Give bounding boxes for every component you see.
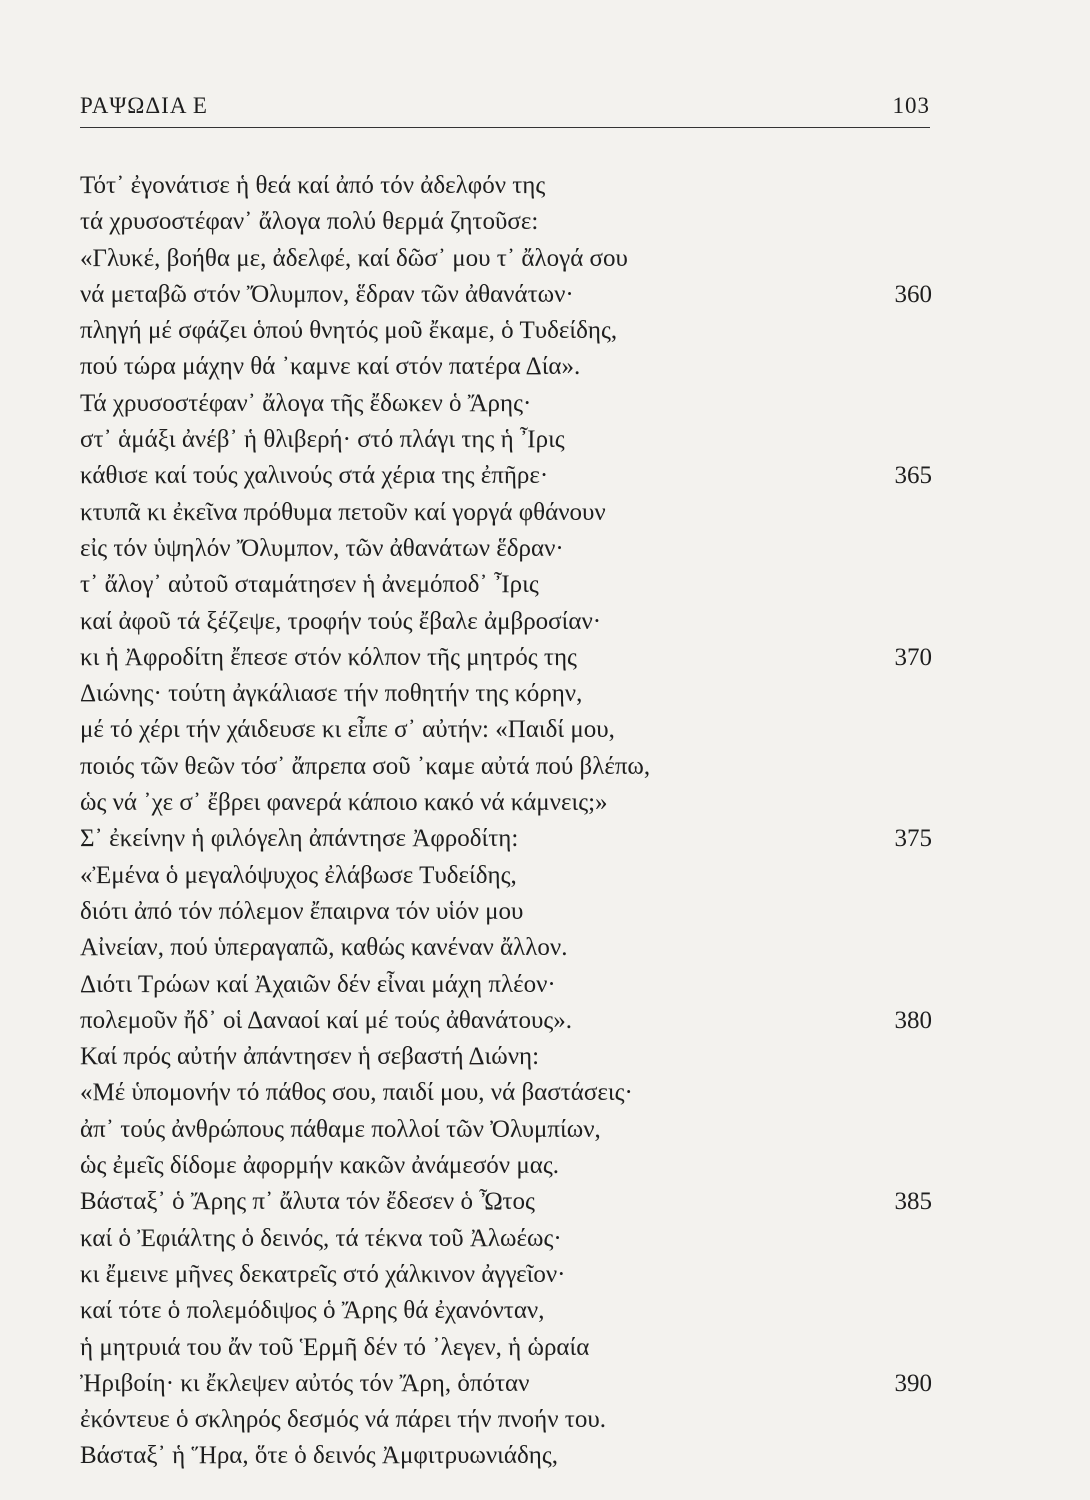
verse-line [80,204,932,240]
verse-line [80,1438,932,1474]
verse-text: Τότ᾽ ἐγονάτισε ἡ θεά καί ἀπό τόν ἀδελφόν της [80,172,546,199]
verse-line [80,930,932,966]
verse-text: Αἰνείαν, πού ὑπεραγαπῶ, καθώς κανέναν ἄλλον. [80,934,568,962]
verse-text: διότι ἀπό τόν πόλεμον ἔπαιρνα τόν υἱόν μου [80,897,524,925]
line-number: 365 [894,462,932,490]
page-number: 103 [892,93,930,118]
verse-text: Καί πρός αὐτήν ἀπάντησεν ἡ σεβαστή Διώνη: [80,1043,540,1071]
verse-line [80,495,932,531]
verse-line [80,567,932,603]
verse-text: ἐκόντευε ὁ σκληρός δεσμός νά πάρει τήν πνοήν του. [80,1406,606,1434]
verse-text: στ᾽ ἁμάξι ἀνέβ᾽ ἡ θλιβερή· στό πλάγι της ἡ Ἶρις [80,426,565,454]
verse-line [80,241,932,277]
verse-text: Βάσταξ᾽ ἡ Ἥρα, ὅτε ὁ δεινός Ἀμφιτρυωνιάδης, [80,1442,559,1470]
verse-text: Ἠριβοίη· κι ἔκλεψεν αὐτός τόν Ἄρη, ὁπόταν [80,1369,530,1397]
verse-line [80,676,932,712]
verse-line [80,1330,932,1366]
verse-text: Διότι Τρώων καί Ἀχαιῶν δέν εἶναι μάχη πλέον· [80,970,556,998]
verse-text: νά μεταβῶ στόν Ὄλυμπον, ἕδραν τῶν ἀθανάτων· [80,280,574,308]
verse-text: «Ἐμένα ὁ μεγαλόψυχος ἐλάβωσε Τυδείδης, [80,861,517,889]
verse-text: εἰς τόν ὑψηλόν Ὄλυμπον, τῶν ἀθανάτων ἕδραν· [80,534,564,562]
verse-line [80,894,932,930]
verse-line [80,1112,932,1148]
verse-text: ἡ μητρυιά του ἄν τοῦ Ἑρμῆ δέν τό ᾽λεγεν, ἡ ὡραία [80,1333,590,1361]
verse-line [80,640,932,676]
verse-line [80,386,932,422]
line-number: 390 [894,1369,932,1397]
verse-text: πού τώρα μάχην θά ᾽καμνε καί στόν πατέρα Δία». [80,353,581,381]
chapter-title: ΡΑΨΩΔΙΑ Ε [80,93,208,118]
verse-line [80,458,932,494]
header-rule [80,127,930,128]
verse-text: «Γλυκέ, βοήθα με, ἀδελφέ, καί δῶσ᾽ μου τ᾽ ἄλογά σου [80,244,628,272]
verse-text: κι ἡ Ἀφροδίτη ἔπεσε στόν κόλπον τῆς μητρός της [80,643,577,671]
verse-text: κι ἔμεινε μῆνες δεκατρεῖς στό χάλκινον ἀγγεῖον· [80,1260,566,1288]
verse-line [80,1257,932,1293]
verse-text: καί ὁ Ἐφιάλτης ὁ δεινός, τά τέκνα τοῦ Ἀλωέως· [80,1224,562,1252]
running-header [80,93,930,123]
line-number: 370 [894,643,932,671]
verse-line [80,168,932,204]
verse-line [80,1184,932,1220]
verse-line [80,531,932,567]
verse-text: ἀπ᾽ τούς ἀνθρώπους πάθαμε πολλοί τῶν Ὀλυμπίων, [80,1115,601,1143]
verse-text: τά χρυσοστέφαν᾽ ἄλογα πολύ θερμά ζητοῦσε: [80,208,539,236]
verse-line [80,967,932,1003]
verse-line [80,785,932,821]
verse-line [80,422,932,458]
verse-line [80,1293,932,1329]
verse-block [80,168,932,1475]
verse-text: Διώνης· τούτη ἀγκάλιασε τήν ποθητήν της κόρην, [80,680,583,708]
verse-text: Τά χρυσοστέφαν᾽ ἄλογα τῆς ἔδωκεν ὁ Ἄρης· [80,389,532,417]
verse-text: πολεμοῦν ἤδ᾽ οἱ Δαναοί καί μέ τούς ἀθανάτους». [80,1006,572,1034]
verse-line [80,821,932,857]
verse-line [80,1221,932,1257]
line-number: 385 [894,1188,932,1216]
line-number: 375 [894,825,932,853]
verse-line [80,277,932,313]
verse-line [80,1075,932,1111]
verse-text: μέ τό χέρι τήν χάιδευσε κι εἶπε σ᾽ αὐτήν: «Παιδί μου, [80,716,615,744]
verse-text: πληγή μέ σφάζει ὁπού θνητός μοῦ ἔκαμε, ὁ Τυδείδης, [80,317,618,345]
verse-text: κτυπᾶ κι ἐκεῖνα πρόθυμα πετοῦν καί γοργά φθάνουν [80,498,606,526]
verse-text: «Μέ ὑπομονήν τό πάθος σου, παιδί μου, νά βαστάσεις· [80,1079,633,1107]
verse-text: ὡς ἐμεῖς δίδομε ἀφορμήν κακῶν ἀνάμεσόν μας. [80,1152,560,1180]
verse-line [80,858,932,894]
verse-text: ποιός τῶν θεῶν τόσ᾽ ἄπρεπα σοῦ ᾽καμε αὐτά πού βλέπω, [80,752,651,780]
line-number: 360 [894,280,932,308]
verse-text: Σ᾽ ἐκείνην ἡ φιλόγελη ἀπάντησε Ἀφροδίτη: [80,825,519,853]
verse-text: τ᾽ ἄλογ᾽ αὐτοῦ σταμάτησεν ἡ ἀνεμόποδ᾽ Ἶρις [80,571,539,599]
verse-line [80,1003,932,1039]
verse-line [80,349,932,385]
verse-line [80,604,932,640]
verse-line [80,749,932,785]
verse-line [80,1039,932,1075]
verse-text: ὡς νά ᾽χε σ᾽ ἔβρει φανερά κάποιο κακό νά κάμνεις;» [80,789,608,817]
verse-line [80,1148,932,1184]
verse-line [80,1402,932,1438]
verse-text: καί ἀφοῦ τά ξέζεψε, τροφήν τούς ἔβαλε ἀμβροσίαν· [80,607,602,635]
verse-text: καί τότε ὁ πολεμόδιψος ὁ Ἄρης θά ἐχανόνταν, [80,1297,545,1325]
verse-line [80,712,932,748]
verse-text: κάθισε καί τούς χαλινούς στά χέρια της ἐπῆρε· [80,462,549,490]
line-number: 380 [894,1006,932,1034]
verse-line [80,1366,932,1402]
verse-text: Βάσταξ᾽ ὁ Ἄρης π᾽ ἄλυτα τόν ἔδεσεν ὁ Ὦτος [80,1188,535,1216]
verse-line [80,313,932,349]
